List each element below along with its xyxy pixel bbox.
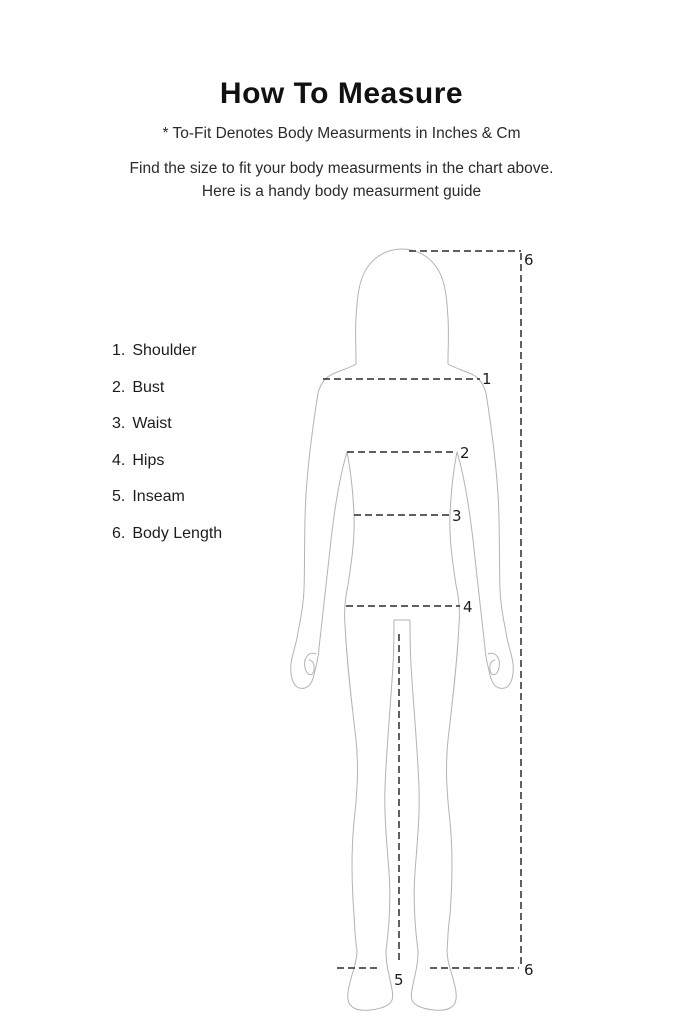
legend-label: Waist	[132, 415, 172, 432]
measurement-lines	[323, 251, 521, 968]
waist-marker: 3	[452, 507, 462, 525]
body-silhouette	[291, 249, 514, 1010]
bust-marker: 2	[460, 444, 470, 462]
legend-number: 5.	[112, 488, 126, 505]
legend-label: Bust	[132, 378, 165, 396]
legend-label: Hips	[132, 451, 165, 469]
legend-label: Inseam	[132, 488, 185, 505]
shoulder-marker: 1	[482, 370, 492, 388]
body-outline	[291, 249, 514, 1010]
instructions-line-1: Find the size to fit your body measurments in the chart above.	[129, 160, 554, 177]
right-hand-finger-curl	[488, 653, 499, 674]
legend-number: 4.	[112, 451, 126, 469]
legend-number: 2.	[112, 378, 126, 396]
legend-label: Body Length	[132, 524, 223, 542]
legend-number: 1.	[112, 342, 126, 359]
body-length-bottom-marker: 6	[524, 961, 534, 979]
body-length-top-marker: 6	[524, 251, 534, 269]
legend-label: Shoulder	[132, 342, 197, 359]
legend-number: 3.	[112, 415, 126, 432]
inseam-marker: 5	[394, 971, 404, 989]
legend-number: 6.	[112, 524, 126, 542]
to-fit-note: * To-Fit Denotes Body Measurments in Inches & Cm	[162, 125, 521, 142]
hips-marker: 4	[463, 598, 473, 616]
instructions-line-2: Here is a handy body measurment guide	[201, 183, 482, 200]
left-hand-finger-curl	[305, 653, 316, 674]
page-title: How To Measure	[219, 77, 464, 111]
